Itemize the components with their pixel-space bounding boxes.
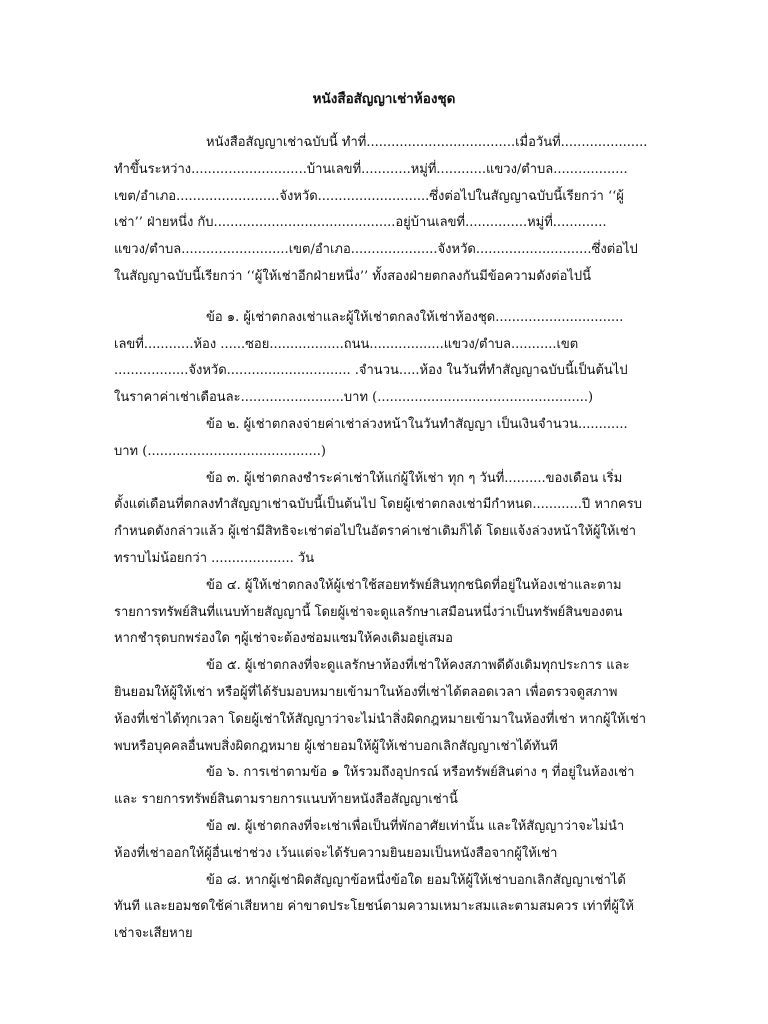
paragraph-line: ข้อ ๘. หากผู้เช่าผิดสัญญาข้อหนึ่งข้อใด ยอมให้ผู้ให้เช่าบอกเลิกสัญญาเช่าได้: [206, 872, 626, 888]
paragraph-line: และ รายการทรัพย์สินตามรายการแนบท้ายหนังสือสัญญาเช่านี้: [114, 792, 458, 808]
clause-2: [114, 412, 654, 466]
paragraph-line: ข้อ ๓. ผู้เช่าตกลงชำระค่าเช่าให้แก่ผู้ให้เช่า ทุก ๆ วันที่..........ของเดือน เริ่ม: [206, 470, 623, 486]
document-title: หนังสือสัญญาเช่าห้องชุด: [312, 91, 456, 107]
clause-7: [114, 814, 654, 868]
paragraph-line: ข้อ ๒. ผู้เช่าตกลงจ่ายค่าเช่าล่วงหน้าในวันทำสัญญา เป็นเงินจำนวน............: [206, 416, 628, 432]
paragraph-gap: [114, 291, 654, 305]
paragraph-line: กำหนดดังกล่าวแล้ว ผู้เช่ามีสิทธิจะเช่าต่อไปในอัตราค่าเช่าเดิมก็ได้ โดยแจ้งล่วงหน้าให้ผู้ให้เช่า: [114, 524, 637, 540]
clause-6: [114, 760, 654, 814]
clause-3: [114, 466, 654, 573]
clause-8: [114, 868, 654, 948]
paragraph-line: รายการทรัพย์สินที่แนบท้ายสัญญานี้ โดยผู้เช่าจะดูแลรักษาเสมือนหนึ่งว่าเป็นทรัพย์สินของตน: [114, 604, 623, 620]
paragraph-line: เช่าจะเสียหาย: [114, 926, 193, 942]
paragraph-line: ตั้งแต่เดือนที่ตกลงทำสัญญาเช่าฉบับนี้เป็นต้นไป โดยผู้เช่าตกลงเช่ามีกำหนด............ปี หากครบ: [114, 497, 642, 513]
paragraph-line: ห้องที่เช่าออกให้ผู้อื่นเช่าช่วง เว้นแต่จะได้รับความยินยอมเป็นหนังสือจากผู้ให้เช่า: [114, 845, 558, 861]
paragraph-line: ข้อ ๗. ผู้เช่าตกลงที่จะเช่าเพื่อเป็นที่พักอาศัยเท่านั้น และให้สัญญาว่าจะไม่นำ: [206, 818, 625, 834]
clause-5: [114, 653, 654, 760]
paragraph-line: ข้อ ๖. การเช่าตามข้อ ๑ ให้รวมถึงอุปกรณ์ หรือทรัพย์สินต่าง ๆ ที่อยู่ในห้องเช่า: [206, 765, 635, 781]
paragraph-line: ยินยอมให้ผู้ให้เช่า หรือผู้ที่ได้รับมอบหมายเข้ามาในห้องที่เช่าได้ตลอดเวลา เพื่อตรวจดูสภาพ: [114, 684, 618, 700]
paragraph-line: ..................จังหวัด.............................. .จำนวน.....ห้อง ในวันที่ทำสัญญาฉบับนี้เป็นต้นไป: [114, 363, 628, 379]
paragraph-line: บาท (..........................................): [114, 443, 326, 459]
paragraph-line: แขวง/ตำบล..........................เขต/อำเภอ.....................จังหวัด............................ซึ่งต่อไป: [114, 242, 638, 258]
paragraph-line: ทำขึ้นระหว่าง............................บ้านเลขที่............หมู่ที่............แขวง/ตำบล..................: [114, 161, 628, 177]
paragraph-line: เช่า’’ ฝ่ายหนึ่ง กับ............................................อยู่บ้านเลขที่...............หมู่ที่.............: [114, 215, 607, 231]
paragraph-line: ในราคาค่าเช่าเดือนละ.........................บาท (...................................................): [114, 390, 594, 406]
paragraph-line: ห้องที่เช่าได้ทุกเวลา โดยผู้เช่าให้สัญญาว่าจะไม่นำสิ่งผิดกฎหมายเข้ามาในห้องที่เช่า หากผู้ให้เช่า: [114, 711, 647, 727]
paragraph-line: ทันที และยอมชดใช้ค่าเสียหาย ค่าขาดประโยชน์ตามความเหมาะสมและตามสมควร เท่าที่ผู้ให้: [114, 899, 634, 915]
clause-1: [114, 305, 654, 412]
preamble-paragraph: [114, 130, 654, 291]
paragraph-line: เลขที่............ห้อง ......ซอย..................ถนน..................แขวง/ตำบล...........เขต: [114, 336, 579, 352]
paragraph-line: ทราบไม่น้อยกว่า .................... วัน: [114, 550, 315, 566]
paragraph-line: เขต/อำเภอ.........................จังหวัด...........................ซึ่งต่อไปในสัญญาฉบับนี้เรียกว่า ‘‘ผู้: [114, 188, 624, 204]
paragraph-line: ข้อ ๑. ผู้เช่าตกลงเช่าและผู้ให้เช่าตกลงให้เช่าห้องชุด...............................: [206, 309, 624, 325]
paragraph-line: ข้อ ๔. ผู้ให้เช่าตกลงให้ผู้เช่าใช้สอยทรัพย์สินทุกชนิดที่อยู่ในห้องเช่าและตาม: [206, 577, 622, 593]
clause-4: [114, 573, 654, 653]
paragraph-line: ในสัญญาฉบับนี้เรียกว่า ‘‘ผู้ให้เช่าอีกฝ่ายหนึ่ง’’ ทั้งสองฝ่ายตกลงกันมีข้อความดังต่อไปนี้: [114, 268, 592, 284]
contract-page: [114, 88, 654, 948]
paragraph-line: พบหรือบุคคลอื่นพบสิ่งผิดกฎหมาย ผู้เช่ายอมให้ผู้ให้เช่าบอกเลิกสัญญาเช่าได้ทันที: [114, 738, 558, 754]
paragraph-line: หากชำรุดบกพร่องใด ๆผู้เช่าจะต้องซ่อมแซมให้คงเดิมอยู่เสมอ: [114, 631, 453, 647]
paragraph-line: หนังสือสัญญาเช่าฉบับนี้ ทำที่....................................เมื่อวันที่.....................: [206, 135, 648, 150]
paragraph-line: ข้อ ๕. ผู้เช่าตกลงที่จะดูแลรักษาห้องที่เช่าให้คงสภาพดีดังเดิมทุกประการ และ: [206, 658, 630, 674]
